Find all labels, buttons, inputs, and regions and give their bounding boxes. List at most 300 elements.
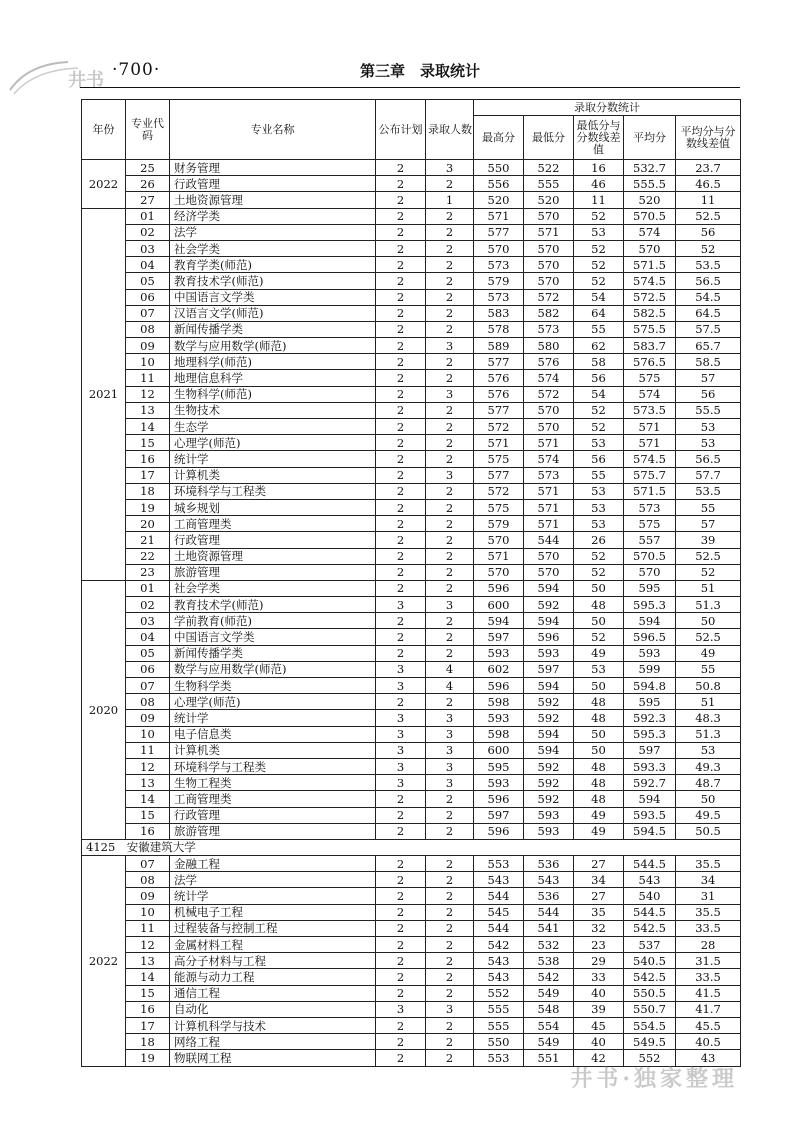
cell-plan: 2	[376, 419, 426, 435]
cell-avg: 543	[624, 872, 676, 888]
cell-admitted: 3	[426, 710, 474, 726]
table-row	[82, 208, 741, 224]
cell-plan: 2	[376, 305, 426, 321]
cell-code: 06	[126, 289, 170, 305]
cell-avg-diff: 53	[676, 419, 741, 435]
table-row	[82, 920, 741, 936]
cell-avg: 595.3	[624, 726, 676, 742]
cell-min: 576	[524, 354, 574, 370]
cell-avg: 540.5	[624, 953, 676, 969]
cell-max: 571	[474, 548, 524, 564]
cell-name: 心理学(师范)	[170, 694, 376, 710]
cell-admitted: 2	[426, 791, 474, 807]
cell-plan: 2	[376, 499, 426, 515]
table-row	[82, 953, 741, 969]
cell-max: 572	[474, 419, 524, 435]
cell-plan: 2	[376, 289, 426, 305]
cell-avg-diff: 50.5	[676, 823, 741, 839]
cell-min-diff: 53	[574, 516, 624, 532]
col-admitted: 录取人数	[426, 100, 474, 160]
cell-admitted: 3	[426, 338, 474, 354]
cell-max: 543	[474, 872, 524, 888]
cell-avg-diff: 64.5	[676, 305, 741, 321]
cell-min-diff: 54	[574, 386, 624, 402]
cell-code: 10	[126, 726, 170, 742]
table-row	[82, 969, 741, 985]
cell-name: 新闻传播学类	[170, 321, 376, 337]
cell-plan: 2	[376, 386, 426, 402]
cell-min: 536	[524, 856, 574, 872]
table-row	[82, 775, 741, 791]
cell-plan: 3	[376, 758, 426, 774]
cell-avg-diff: 33.5	[676, 920, 741, 936]
cell-name: 通信工程	[170, 985, 376, 1001]
cell-avg-diff: 48.3	[676, 710, 741, 726]
table-row	[82, 240, 741, 256]
cell-avg-diff: 40.5	[676, 1034, 741, 1050]
cell-avg: 552	[624, 1050, 676, 1066]
cell-admitted: 2	[426, 435, 474, 451]
cell-avg-diff: 55	[676, 499, 741, 515]
cell-avg: 573.5	[624, 402, 676, 418]
cell-min: 570	[524, 419, 574, 435]
cell-min-diff: 49	[574, 645, 624, 661]
header-rule	[80, 87, 740, 88]
cell-max: 555	[474, 1001, 524, 1017]
cell-max: 570	[474, 240, 524, 256]
cell-min: 594	[524, 678, 574, 694]
cell-avg: 570.5	[624, 548, 676, 564]
cell-admitted: 2	[426, 629, 474, 645]
cell-admitted: 3	[426, 775, 474, 791]
cell-name: 经济学类	[170, 208, 376, 224]
cell-avg: 549.5	[624, 1034, 676, 1050]
cell-avg: 596.5	[624, 629, 676, 645]
page-number: ·700·	[112, 60, 161, 80]
cell-avg-diff: 53	[676, 435, 741, 451]
cell-plan: 2	[376, 338, 426, 354]
cell-min: 541	[524, 920, 574, 936]
cell-avg: 555.5	[624, 176, 676, 192]
table-row	[82, 758, 741, 774]
table-row	[82, 564, 741, 580]
watermark-text: 井书·独家整理	[570, 1066, 738, 1092]
cell-admitted: 4	[426, 678, 474, 694]
cell-min-diff: 55	[574, 321, 624, 337]
table-row	[82, 613, 741, 629]
cell-code: 13	[126, 402, 170, 418]
cell-max: 575	[474, 451, 524, 467]
cell-code: 20	[126, 516, 170, 532]
cell-admitted: 2	[426, 694, 474, 710]
table-row	[82, 516, 741, 532]
cell-name: 统计学	[170, 451, 376, 467]
cell-max: 571	[474, 435, 524, 451]
table-row	[82, 467, 741, 483]
cell-admitted: 2	[426, 224, 474, 240]
cell-code: 18	[126, 483, 170, 499]
cell-admitted: 3	[426, 742, 474, 758]
cell-min-diff: 49	[574, 807, 624, 823]
cell-min: 544	[524, 904, 574, 920]
cell-admitted: 2	[426, 419, 474, 435]
cell-name: 计算机类	[170, 467, 376, 483]
cell-avg-diff: 51.3	[676, 726, 741, 742]
table-row	[82, 370, 741, 386]
cell-plan: 2	[376, 613, 426, 629]
cell-name: 旅游管理	[170, 823, 376, 839]
cell-admitted: 3	[426, 160, 474, 176]
cell-avg: 593.3	[624, 758, 676, 774]
cell-admitted: 2	[426, 904, 474, 920]
table-row	[82, 937, 741, 953]
cell-min-diff: 50	[574, 678, 624, 694]
university-row	[82, 839, 741, 855]
col-plan: 公布计划	[376, 100, 426, 160]
cell-min-diff: 11	[574, 192, 624, 208]
cell-plan: 2	[376, 257, 426, 273]
cell-min: 594	[524, 726, 574, 742]
table-row	[82, 354, 741, 370]
cell-avg-diff: 39	[676, 532, 741, 548]
cell-admitted: 2	[426, 208, 474, 224]
cell-max: 520	[474, 192, 524, 208]
cell-avg: 575.7	[624, 467, 676, 483]
cell-plan: 2	[376, 953, 426, 969]
cell-admitted: 2	[426, 257, 474, 273]
cell-avg-diff: 31.5	[676, 953, 741, 969]
cell-min: 597	[524, 661, 574, 677]
cell-plan: 2	[376, 273, 426, 289]
cell-max: 550	[474, 160, 524, 176]
cell-avg-diff: 50.8	[676, 678, 741, 694]
cell-avg: 594.5	[624, 823, 676, 839]
table-row	[82, 645, 741, 661]
cell-avg-diff: 53	[676, 742, 741, 758]
cell-avg-diff: 46.5	[676, 176, 741, 192]
table-row	[82, 678, 741, 694]
cell-admitted: 2	[426, 354, 474, 370]
cell-avg-diff: 52	[676, 240, 741, 256]
cell-max: 602	[474, 661, 524, 677]
table-row	[82, 1017, 741, 1033]
cell-admitted: 2	[426, 856, 474, 872]
cell-avg-diff: 49.5	[676, 807, 741, 823]
cell-admitted: 2	[426, 532, 474, 548]
cell-avg: 532.7	[624, 160, 676, 176]
cell-name: 法学	[170, 224, 376, 240]
cell-admitted: 2	[426, 1050, 474, 1066]
cell-avg-diff: 53.5	[676, 257, 741, 273]
cell-plan: 2	[376, 224, 426, 240]
cell-name: 计算机类	[170, 742, 376, 758]
cell-code: 23	[126, 564, 170, 580]
table-row	[82, 807, 741, 823]
cell-avg: 520	[624, 192, 676, 208]
cell-max: 600	[474, 742, 524, 758]
table-row	[82, 694, 741, 710]
table-row	[82, 321, 741, 337]
cell-min: 554	[524, 1017, 574, 1033]
cell-avg: 557	[624, 532, 676, 548]
cell-max: 543	[474, 953, 524, 969]
cell-code: 27	[126, 192, 170, 208]
cell-avg-diff: 49	[676, 645, 741, 661]
cell-plan: 3	[376, 775, 426, 791]
cell-avg: 573	[624, 499, 676, 515]
cell-name: 社会学类	[170, 240, 376, 256]
cell-min-diff: 32	[574, 920, 624, 936]
cell-admitted: 3	[426, 1001, 474, 1017]
cell-min-diff: 50	[574, 742, 624, 758]
cell-plan: 2	[376, 1034, 426, 1050]
col-year: 年份	[82, 100, 126, 160]
cell-name: 物联网工程	[170, 1050, 376, 1066]
cell-code: 06	[126, 661, 170, 677]
cell-plan: 2	[376, 872, 426, 888]
cell-min: 571	[524, 435, 574, 451]
cell-name: 教育技术学(师范)	[170, 273, 376, 289]
cell-code: 09	[126, 338, 170, 354]
cell-admitted: 2	[426, 807, 474, 823]
col-max: 最高分	[474, 116, 524, 160]
table-row	[82, 548, 741, 564]
cell-admitted: 2	[426, 937, 474, 953]
col-major: 专业名称	[170, 100, 376, 160]
table-row	[82, 629, 741, 645]
table-row	[82, 710, 741, 726]
cell-min: 544	[524, 532, 574, 548]
cell-min: 538	[524, 953, 574, 969]
cell-name: 自动化	[170, 1001, 376, 1017]
cell-avg: 593.5	[624, 807, 676, 823]
cell-code: 13	[126, 775, 170, 791]
cell-name: 数学与应用数学(师范)	[170, 338, 376, 354]
cell-max: 542	[474, 937, 524, 953]
cell-avg: 595	[624, 580, 676, 596]
cell-admitted: 2	[426, 888, 474, 904]
cell-name: 行政管理	[170, 807, 376, 823]
table-row	[82, 338, 741, 354]
table-body	[82, 160, 741, 1067]
cell-code: 13	[126, 953, 170, 969]
cell-avg: 594.8	[624, 678, 676, 694]
cell-avg-diff: 54.5	[676, 289, 741, 305]
cell-name: 生物科学类	[170, 678, 376, 694]
cell-min-diff: 29	[574, 953, 624, 969]
cell-admitted: 2	[426, 516, 474, 532]
cell-plan: 2	[376, 451, 426, 467]
cell-min-diff: 56	[574, 370, 624, 386]
cell-avg-diff: 50	[676, 791, 741, 807]
cell-min: 570	[524, 240, 574, 256]
cell-min-diff: 48	[574, 791, 624, 807]
cell-name: 新闻传播学类	[170, 645, 376, 661]
cell-name: 金属材料工程	[170, 937, 376, 953]
cell-min-diff: 56	[574, 451, 624, 467]
cell-code: 02	[126, 597, 170, 613]
cell-admitted: 2	[426, 451, 474, 467]
cell-admitted: 2	[426, 1017, 474, 1033]
cell-name: 地理科学(师范)	[170, 354, 376, 370]
cell-avg: 599	[624, 661, 676, 677]
cell-avg: 544.5	[624, 856, 676, 872]
cell-min-diff: 49	[574, 823, 624, 839]
cell-plan: 2	[376, 548, 426, 564]
cell-avg: 572.5	[624, 289, 676, 305]
cell-admitted: 2	[426, 321, 474, 337]
cell-min: 570	[524, 548, 574, 564]
cell-code: 01	[126, 208, 170, 224]
cell-avg-diff: 28	[676, 937, 741, 953]
cell-code: 03	[126, 613, 170, 629]
cell-avg: 574.5	[624, 273, 676, 289]
cell-avg: 583.7	[624, 338, 676, 354]
cell-min-diff: 52	[574, 402, 624, 418]
cell-min: 570	[524, 402, 574, 418]
cell-min: 594	[524, 613, 574, 629]
cell-code: 09	[126, 710, 170, 726]
table-row	[82, 904, 741, 920]
cell-min-diff: 27	[574, 888, 624, 904]
cell-admitted: 2	[426, 985, 474, 1001]
cell-avg-diff: 52.5	[676, 208, 741, 224]
cell-code: 21	[126, 532, 170, 548]
cell-min: 542	[524, 969, 574, 985]
year-cell: 2021	[82, 208, 126, 580]
cell-admitted: 2	[426, 305, 474, 321]
cell-plan: 3	[376, 597, 426, 613]
cell-plan: 2	[376, 1017, 426, 1033]
table-row	[82, 273, 741, 289]
cell-plan: 2	[376, 483, 426, 499]
cell-plan: 2	[376, 208, 426, 224]
cell-code: 16	[126, 823, 170, 839]
cell-min-diff: 52	[574, 257, 624, 273]
cell-name: 城乡规划	[170, 499, 376, 515]
cell-max: 577	[474, 402, 524, 418]
cell-min-diff: 39	[574, 1001, 624, 1017]
cell-admitted: 2	[426, 483, 474, 499]
cell-min-diff: 35	[574, 904, 624, 920]
cell-avg-diff: 43	[676, 1050, 741, 1066]
cell-avg-diff: 65.7	[676, 338, 741, 354]
cell-avg-diff: 52	[676, 564, 741, 580]
cell-name: 学前教育(师范)	[170, 613, 376, 629]
table-row	[82, 985, 741, 1001]
cell-max: 555	[474, 1017, 524, 1033]
cell-min: 592	[524, 791, 574, 807]
table-row	[82, 499, 741, 515]
cell-avg: 595.3	[624, 597, 676, 613]
cell-min-diff: 52	[574, 240, 624, 256]
cell-plan: 2	[376, 791, 426, 807]
cell-name: 旅游管理	[170, 564, 376, 580]
cell-code: 17	[126, 1017, 170, 1033]
cell-min: 520	[524, 192, 574, 208]
cell-admitted: 2	[426, 613, 474, 629]
table-row	[82, 856, 741, 872]
cell-avg-diff: 52.5	[676, 548, 741, 564]
cell-admitted: 3	[426, 758, 474, 774]
cell-min: 574	[524, 451, 574, 467]
cell-avg-diff: 33.5	[676, 969, 741, 985]
cell-code: 10	[126, 354, 170, 370]
cell-plan: 3	[376, 742, 426, 758]
cell-admitted: 2	[426, 953, 474, 969]
cell-name: 地理信息科学	[170, 370, 376, 386]
cell-name: 计算机科学与技术	[170, 1017, 376, 1033]
cell-avg-diff: 31	[676, 888, 741, 904]
cell-max: 596	[474, 580, 524, 596]
cell-code: 12	[126, 386, 170, 402]
cell-max: 570	[474, 564, 524, 580]
cell-code: 19	[126, 499, 170, 515]
table-row	[82, 726, 741, 742]
cell-max: 571	[474, 208, 524, 224]
cell-min: 570	[524, 208, 574, 224]
cell-max: 593	[474, 710, 524, 726]
col-avg: 平均分	[624, 116, 676, 160]
cell-max: 556	[474, 176, 524, 192]
cell-code: 15	[126, 435, 170, 451]
cell-name: 生态学	[170, 419, 376, 435]
cell-max: 577	[474, 467, 524, 483]
table-row	[82, 257, 741, 273]
cell-avg-diff: 48.7	[676, 775, 741, 791]
cell-plan: 2	[376, 192, 426, 208]
cell-name: 数学与应用数学(师范)	[170, 661, 376, 677]
cell-max: 589	[474, 338, 524, 354]
cell-code: 12	[126, 758, 170, 774]
col-stats-group: 录取分数统计	[474, 100, 741, 116]
cell-avg: 570.5	[624, 208, 676, 224]
cell-plan: 2	[376, 937, 426, 953]
cell-name: 教育学类(师范)	[170, 257, 376, 273]
cell-min-diff: 50	[574, 726, 624, 742]
cell-avg-diff: 45.5	[676, 1017, 741, 1033]
cell-code: 07	[126, 305, 170, 321]
cell-admitted: 4	[426, 661, 474, 677]
cell-avg: 576.5	[624, 354, 676, 370]
cell-max: 553	[474, 856, 524, 872]
cell-min: 571	[524, 499, 574, 515]
cell-min: 592	[524, 710, 574, 726]
cell-code: 11	[126, 920, 170, 936]
cell-admitted: 2	[426, 273, 474, 289]
cell-plan: 2	[376, 516, 426, 532]
cell-code: 11	[126, 742, 170, 758]
cell-avg: 554.5	[624, 1017, 676, 1033]
cell-plan: 2	[376, 354, 426, 370]
cell-avg-diff: 49.3	[676, 758, 741, 774]
cell-max: 577	[474, 224, 524, 240]
cell-admitted: 2	[426, 499, 474, 515]
cell-avg-diff: 41.7	[676, 1001, 741, 1017]
cell-avg: 571.5	[624, 257, 676, 273]
cell-code: 04	[126, 629, 170, 645]
cell-code: 05	[126, 645, 170, 661]
cell-admitted: 2	[426, 564, 474, 580]
cell-admitted: 2	[426, 580, 474, 596]
table-row	[82, 224, 741, 240]
cell-min: 549	[524, 985, 574, 1001]
cell-plan: 2	[376, 160, 426, 176]
cell-plan: 2	[376, 370, 426, 386]
cell-min: 555	[524, 176, 574, 192]
cell-max: 573	[474, 289, 524, 305]
cell-avg: 575	[624, 516, 676, 532]
